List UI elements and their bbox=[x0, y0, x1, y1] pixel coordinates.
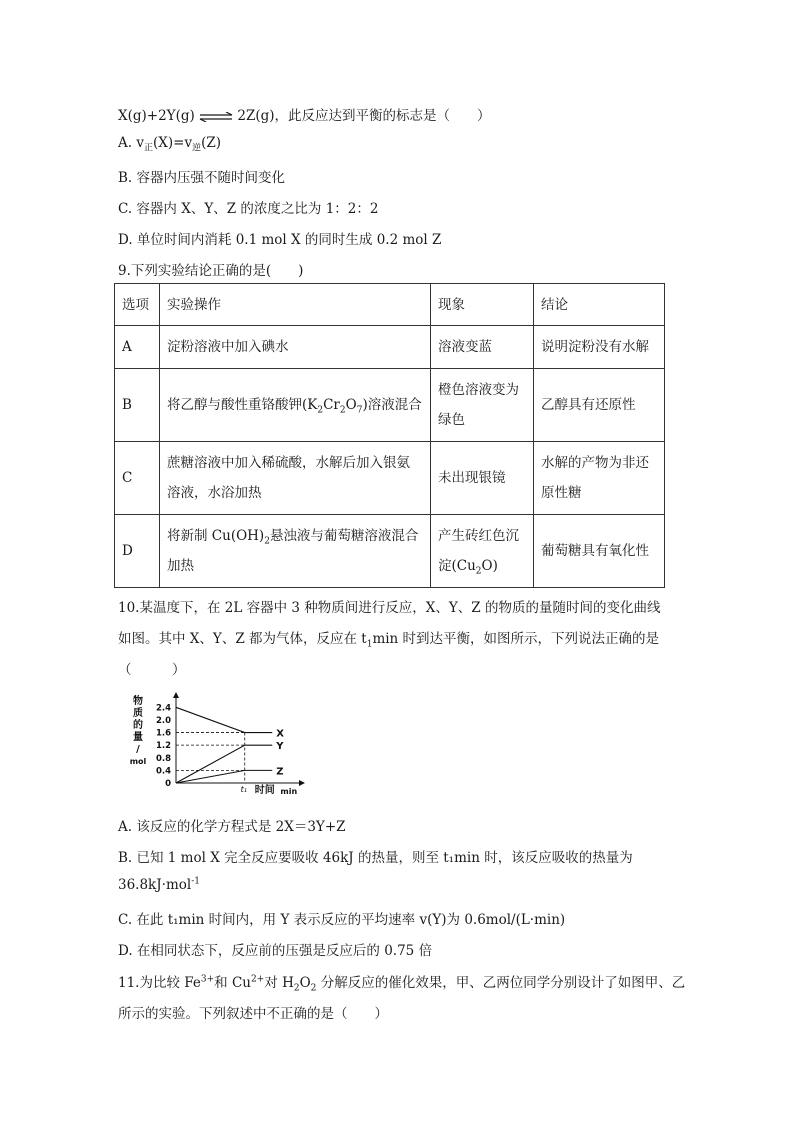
q10-stem-1: 10.某温度下，在 2L 容器中 3 种物质间进行反应，X、Y、Z 的物质的量随时间的变化曲线 bbox=[118, 600, 661, 616]
q11-stem-2: 所示的实验。下列叙述中不正确的是（ ） bbox=[118, 1006, 388, 1022]
q11-sup: 2+ bbox=[251, 974, 265, 985]
op-text: 悬浊液与葡萄糖溶液混合加热 bbox=[167, 528, 419, 574]
cell-phenomenon: 溶液变蓝 bbox=[431, 326, 534, 369]
y-axis-label-char: 量 bbox=[133, 732, 143, 743]
header-operation: 实验操作 bbox=[160, 284, 431, 326]
series-line-z bbox=[176, 770, 272, 783]
q8-stem-pre: X(g)+2Y(g) bbox=[118, 108, 195, 124]
y-tick-label: 0 bbox=[165, 779, 171, 789]
header-phenomenon: 现象 bbox=[431, 284, 534, 326]
cell-phenomenon bbox=[431, 515, 534, 588]
q8-a-text: A. v bbox=[118, 135, 144, 151]
cell-operation: 蔗糖溶液中加入稀硫酸，水解后加入银氨溶液，水浴加热 bbox=[160, 442, 431, 515]
op-sub: 2 bbox=[317, 405, 324, 416]
q10-b2-text: 36.8kJ·mol bbox=[118, 877, 192, 893]
cell-operation bbox=[160, 369, 431, 442]
q9-table bbox=[114, 283, 665, 588]
table-row bbox=[115, 326, 665, 369]
y-tick-label: 2.0 bbox=[155, 715, 171, 726]
q10-option-b-line2 bbox=[118, 877, 200, 893]
q8-a-sub-reverse: 逆 bbox=[192, 143, 202, 154]
q8-a-sub-forward: 正 bbox=[143, 143, 153, 154]
op-sub: 7 bbox=[356, 405, 363, 416]
cell-option: D bbox=[115, 515, 160, 588]
op-text: 将新制 Cu(OH) bbox=[167, 528, 265, 544]
q10-chart bbox=[118, 690, 318, 800]
q10-option-d: D. 在相同状态下，反应前的压强是反应后的 0.75 倍 bbox=[118, 943, 433, 959]
table-row bbox=[115, 515, 665, 588]
cell-phenomenon: 未出现银镜 bbox=[431, 442, 534, 515]
cell-conclusion: 乙醇具有还原性 bbox=[534, 369, 665, 442]
q8-option-a bbox=[118, 135, 222, 154]
series-line-x bbox=[176, 707, 272, 732]
phen-sub: 2 bbox=[475, 566, 482, 577]
y-tick-label: 0.8 bbox=[155, 753, 171, 764]
cell-operation bbox=[160, 515, 431, 588]
op-text: O bbox=[345, 397, 357, 413]
series-label-y: Y bbox=[276, 741, 284, 753]
q11-sup: 3+ bbox=[200, 974, 215, 985]
q8-stem-post: 2Z(g)，此反应达到平衡的标志是（ ） bbox=[237, 108, 491, 124]
x-axis-unit: min bbox=[280, 787, 298, 796]
q10-b2-sup: -1 bbox=[191, 876, 200, 887]
cell-operation: 淀粉溶液中加入碘水 bbox=[160, 326, 431, 369]
op-sub: 2 bbox=[339, 405, 346, 416]
y-axis-arrow-icon bbox=[173, 692, 179, 698]
header-option: 选项 bbox=[115, 284, 160, 326]
q8-a-text-post: (Z) bbox=[201, 135, 222, 151]
phen-text: 产生砖红色沉淀(Cu bbox=[438, 528, 519, 574]
q8-a-text-mid: (X)=v bbox=[152, 135, 193, 151]
y-axis-label-char: 质 bbox=[133, 708, 143, 719]
table-row bbox=[115, 442, 665, 515]
op-text: 将乙醇与酸性重铬酸钾(K bbox=[167, 397, 318, 413]
y-tick-label: 2.4 bbox=[155, 703, 171, 714]
header-conclusion: 结论 bbox=[534, 284, 665, 326]
series-label-x: X bbox=[276, 728, 284, 740]
op-text: Cr bbox=[323, 397, 340, 413]
cell-conclusion: 水解的产物为非还原性糖 bbox=[534, 442, 665, 515]
y-tick-label: 0.4 bbox=[155, 766, 171, 777]
y-tick-label: 1.6 bbox=[155, 728, 171, 739]
op-sub: 2 bbox=[264, 536, 270, 547]
q10-stem-2-pre: 如图。其中 X、Y、Z 都为气体，反应在 t bbox=[118, 631, 367, 647]
cell-option: A bbox=[115, 326, 160, 369]
q10-option-a: A. 该反应的化学方程式是 2X＝3Y+Z bbox=[118, 819, 346, 835]
y-axis-label-char: 物 bbox=[133, 696, 143, 707]
q10-stem-2 bbox=[118, 627, 660, 650]
cell-conclusion: 说明淀粉没有水解 bbox=[534, 326, 665, 369]
phen-text: O) bbox=[481, 558, 498, 574]
q11-stem-1 bbox=[118, 971, 686, 994]
table-header-row bbox=[115, 284, 665, 326]
q10-stem-2-sub: 1 bbox=[366, 639, 373, 650]
q11-text: O bbox=[299, 975, 311, 991]
q9-stem: 9.下列实验结论正确的是( ) bbox=[118, 263, 304, 279]
q11-text: 分解反应的催化效果，甲、乙两位同学分别设计了如图甲、乙 bbox=[316, 975, 686, 991]
op-text: )溶液混合 bbox=[362, 397, 422, 413]
cell-option: B bbox=[115, 369, 160, 442]
y-axis-label-char: / bbox=[136, 744, 140, 755]
x-tick-label: t₁ bbox=[240, 785, 247, 794]
equilibrium-arrow-icon bbox=[199, 112, 233, 122]
q8-stem bbox=[118, 104, 491, 124]
table-row bbox=[115, 369, 665, 442]
series-label-z: Z bbox=[276, 766, 284, 778]
q11-text: 对 H bbox=[264, 975, 294, 991]
q11-text: 和 Cu bbox=[214, 975, 251, 991]
q8-option-b: B. 容器内压强不随时间变化 bbox=[118, 170, 286, 186]
x-axis-arrow-icon bbox=[299, 780, 305, 786]
q11-sub: 2 bbox=[293, 983, 300, 994]
q10-stem-3: （ ） bbox=[118, 662, 186, 678]
q10-option-c: C. 在此 t₁min 时间内，用 Y 表示反应的平均速率 v(Y)为 0.6mol/(L·min) bbox=[118, 912, 566, 928]
q10-stem-2-post: min 时到达平衡，如图所示，下列说法正确的是 bbox=[372, 631, 660, 647]
y-axis-label-char: 的 bbox=[133, 720, 143, 731]
q11-text: 11.为比较 Fe bbox=[118, 975, 201, 991]
cell-option: C bbox=[115, 442, 160, 515]
q8-option-c: C. 容器内 X、Y、Z 的浓度之比为 1：2：2 bbox=[118, 201, 379, 217]
cell-conclusion: 葡萄糖具有氧化性 bbox=[534, 515, 665, 588]
q11-sub: 2 bbox=[310, 983, 317, 994]
q10-option-b-line1: B. 已知 1 mol X 完全反应要吸收 46kJ 的热量，则至 t₁min 时，该反应吸收的热量为 bbox=[118, 850, 633, 866]
q8-option-d: D. 单位时间内消耗 0.1 mol X 的同时生成 0.2 mol Z bbox=[118, 232, 442, 248]
series-line-y bbox=[176, 745, 272, 783]
x-axis-label: 时间 bbox=[254, 785, 275, 796]
y-tick-label: 1.2 bbox=[155, 741, 171, 752]
cell-phenomenon: 橙色溶液变为绿色 bbox=[431, 369, 534, 442]
y-axis-label-char: mol bbox=[129, 757, 147, 766]
